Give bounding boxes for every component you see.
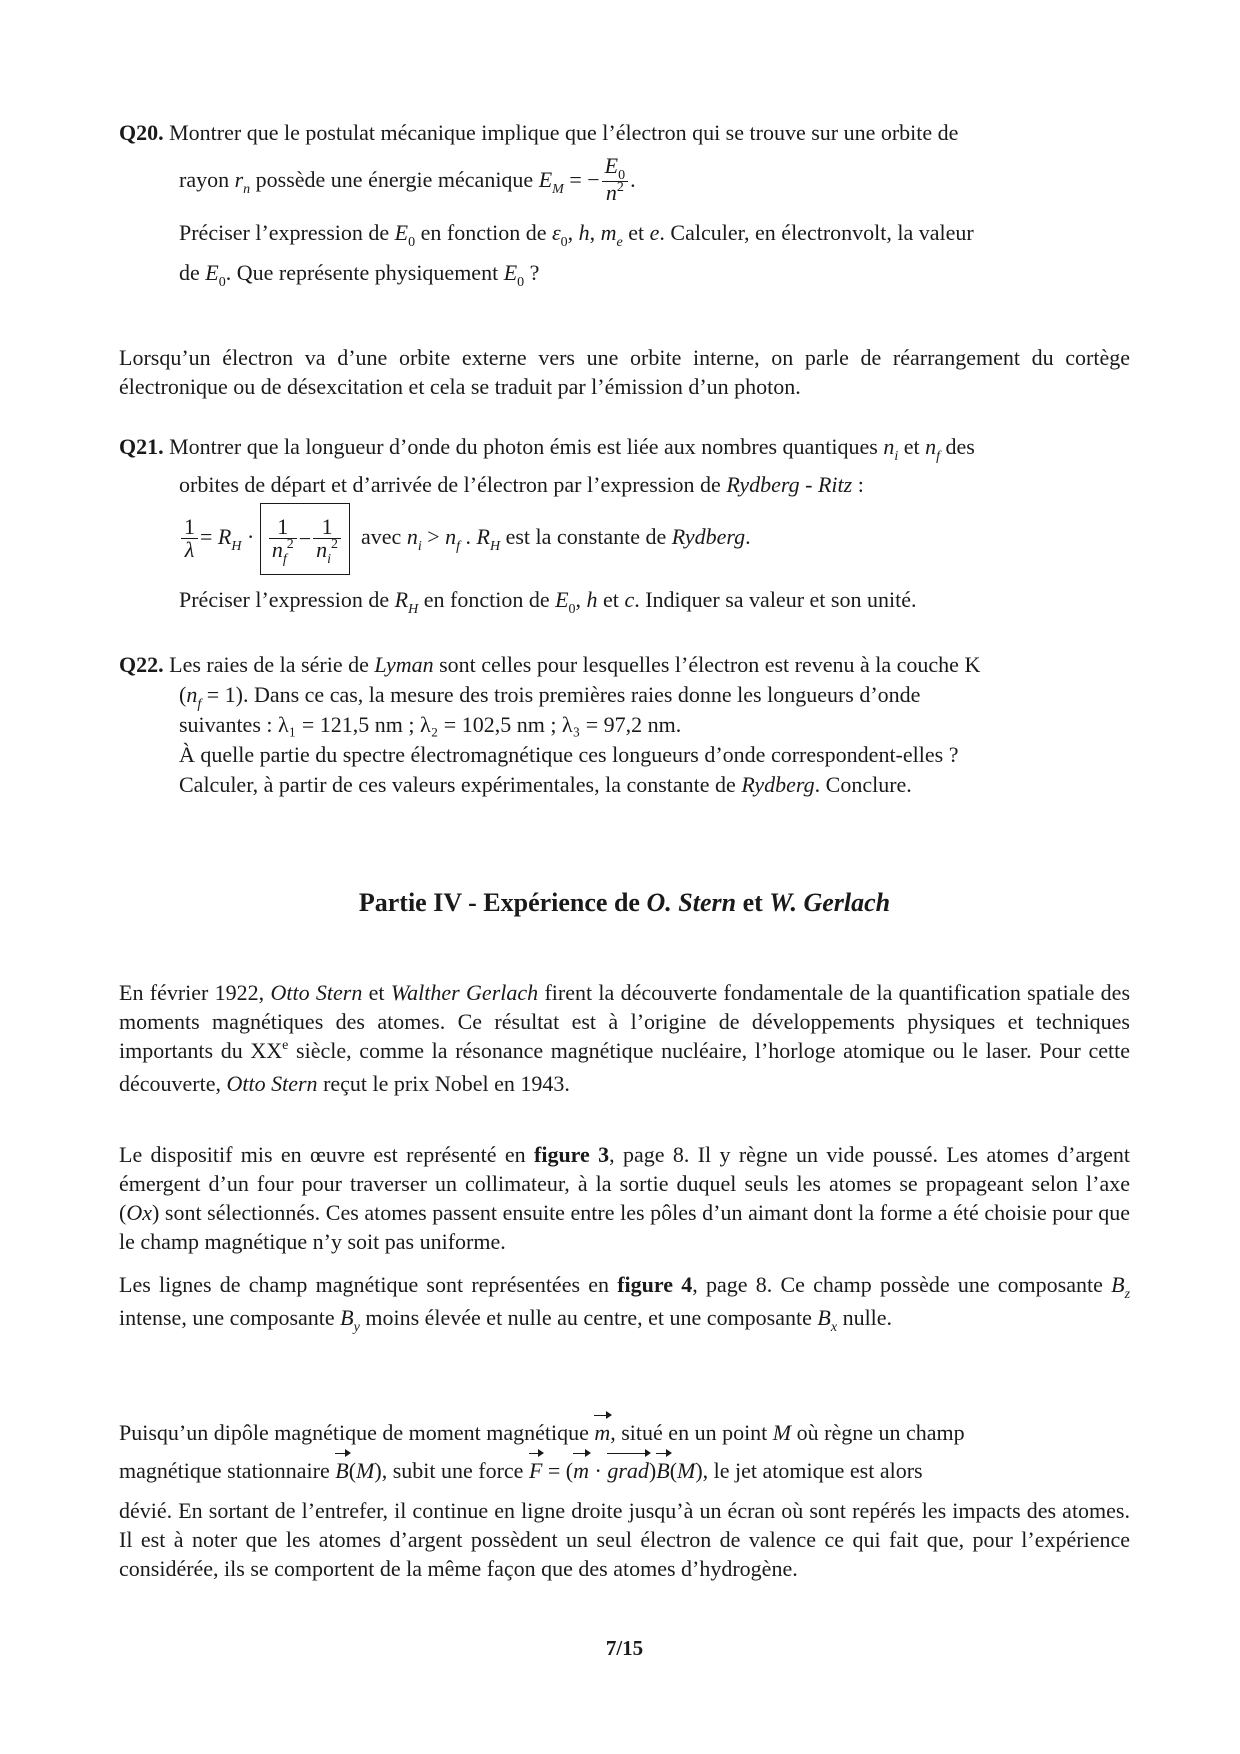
p4-vector-b: B	[335, 1458, 349, 1483]
p2-c: , page 8. Il y règne un vide poussé. Les atomes d’argent émergent d’un four pour traverser un collimateur, à la sortie duquel seuls les atomes se propageant selon l’axe (	[119, 1142, 1131, 1225]
q22-line-3: suivantes : λ₁ = 121,5 nm ; λ₂ = 102,5 nm ; λ₃ = 97,2 nm.	[179, 712, 682, 737]
q22-label: Q22.	[119, 652, 164, 677]
p1-et: et	[368, 980, 385, 1005]
q21-formula-line: $\frac{1}{\lambda}$ = $R_H$ · $\frac{1}{n_f^2}$ − $\frac{1}{n_i^2}$ avec $n_i > n_f$ . $R_H$ est la constante de Rydberg.	[179, 502, 1130, 576]
q21-lhs-fraction: $\frac{1}{\lambda}$	[181, 516, 198, 561]
p4-l1b: , situé en un point	[610, 1420, 768, 1445]
q20-line-3: Préciser l’expression de $E_0$ en fonction de $\varepsilon_0$, h, $m_e$ et e. Calculer, en électronvolt, la valeur	[179, 220, 974, 250]
p1-a: En février 1922,	[119, 980, 265, 1005]
p2-figure-3: figure 3	[534, 1142, 610, 1167]
q21-colon: :	[857, 472, 864, 497]
p1-otto-stern: Otto Stern	[270, 980, 363, 1005]
q20-h: h	[578, 220, 590, 245]
q21-text-4b: en fonction de	[423, 587, 550, 612]
q20-text-2b: possède une énergie mécanique	[255, 167, 534, 192]
q22-text-5c: . Conclure.	[814, 772, 912, 797]
part-heading	[119, 888, 1130, 918]
q21-text-2a: orbites de départ et d’arrivée de l’électron par l’expression de	[179, 472, 721, 497]
part-heading-a: Partie IV - Expérience de	[358, 888, 640, 917]
part-heading-stern: O. Stern	[646, 888, 737, 917]
q20-energy-fraction: $\frac{E_0}{n^2}$	[602, 155, 628, 208]
q21-et: et	[603, 587, 619, 612]
q21-text-4f: . Indiquer sa valeur et son unité.	[634, 587, 917, 612]
q21-h: h	[586, 587, 598, 612]
q22-lyman: Lyman	[374, 652, 434, 677]
q22-text-1c: sont celles pour lesquelles l’électron est revenu à la couche K	[439, 652, 981, 677]
q22-text-2a: = 1). Dans ce cas, la mesure des trois premières raies donne les longueurs d’onde	[206, 682, 921, 707]
p4-l1a: Puisqu’un dipôle magnétique de moment magnétique	[119, 1420, 589, 1445]
q20-text-2a: rayon	[179, 167, 230, 192]
q21-rydberg: Rydberg	[671, 524, 746, 549]
paragraph-2	[119, 1140, 1130, 1256]
q21-text-4a: Préciser l’expression de	[179, 587, 390, 612]
q22-line-5	[179, 770, 1130, 799]
p3-e: moins élevée et nulle au centre, et une composante	[365, 1305, 812, 1330]
q20-text-3a: Préciser l’expression de	[179, 220, 390, 245]
q20-e: e	[649, 220, 660, 245]
paragraph-4-line-1	[119, 1418, 1130, 1447]
q22-rydberg: Rydberg	[741, 772, 815, 797]
q21-line-4: Préciser l’expression de $R_H$ en fonction de $E_0$, h et c. Indiquer sa valeur et son unité.	[179, 587, 917, 617]
page-number: 7/15	[605, 1636, 644, 1660]
paragraph-4-line-2: magnétique stationnaire B(M), subit une force F = (m · grad)B(M), le jet atomique est alors	[119, 1458, 923, 1483]
p1-i: reçut le prix Nobel en 1943.	[323, 1071, 570, 1096]
q21-c: c	[624, 587, 635, 612]
q20-epsilon: ε	[551, 220, 561, 245]
p2-e: ) sont sélectionnés. Ces atomes passent ensuite entre les pôles d’un aimant dont la forme a été choisie pour que le champ magnétique n’y soit pas uniforme.	[119, 1200, 1130, 1254]
q20-m: m	[600, 220, 617, 245]
q21-avec: avec	[361, 524, 402, 549]
q20-et: et	[628, 220, 645, 245]
q20-text-4c: ?	[529, 260, 540, 285]
transition-paragraph: Lorsqu’un électron va d’une orbite externe vers une orbite interne, on parle de réarrangement du cortège électronique ou de désexcitation et cela se traduit par l’émission d’un photon.	[119, 345, 1130, 399]
p2-a: Le dispositif mis en œuvre est représenté en	[119, 1142, 526, 1167]
q21-line-1: Q21. Montrer que la longueur d’onde du photon émis est liée aux nombres quantiques $n_i$ et $n_f$ des	[119, 434, 975, 464]
q21-line-2	[179, 470, 1130, 499]
q21-text-1c: des	[945, 434, 975, 459]
p4-l2c: , le jet atomique est alors	[702, 1458, 923, 1483]
q22-line-2: $(n_f = 1)$. Dans ce cas, la mesure des trois premières raies donne les longueurs d’onde	[179, 682, 921, 712]
part-heading-et: et	[742, 888, 763, 917]
p3-d: intense, une composante	[119, 1305, 335, 1330]
q21-rydberg-ritz: Rydberg - Ritz	[726, 472, 853, 497]
p4-vector-b2: B	[656, 1458, 670, 1483]
q20-text-4b: . Que représente physiquement	[225, 260, 499, 285]
p1-sup-e: e	[282, 1038, 289, 1053]
q20-label: Q20.	[119, 120, 164, 145]
q20-line-4: de $E_0$. Que représente physiquement $E_0$ ?	[179, 260, 540, 290]
part-heading-gerlach: W. Gerlach	[769, 888, 891, 917]
p4-vector-m2: m	[573, 1458, 590, 1483]
p3-figure-4: figure 4	[617, 1272, 693, 1297]
q21-text-1b: et	[903, 434, 920, 459]
q22-line-4: À quelle partie du spectre électromagnétique ces longueurs d’onde correspondent-elles ?	[179, 742, 959, 767]
q21-text-rh: est la constante de	[505, 524, 667, 549]
q20-text-3h: . Calculer, en électronvolt, la valeur	[659, 220, 974, 245]
p4-point-m: M	[772, 1420, 792, 1445]
p1-g: siècle, comme la résonance magnétique nucléaire, l’horloge atomique ou le laser. Pour cette découverte,	[119, 1038, 1130, 1096]
q21-bracket: $\frac{1}{n_f^2}$ − $\frac{1}{n_i^2}$	[260, 503, 350, 575]
q20-text-4a: de	[179, 260, 200, 285]
paragraph-3: Les lignes de champ magnétique sont représentées en figure 4, page 8. Ce champ possède une composante $B_z$ intense, une composante $B_y$ moins élevée et nulle au centre, et une composante $B_x$ nulle.	[119, 1272, 1131, 1335]
p1-e: firent la découverte fondamentale de la quantification spatiale des moments magnétiques des atomes. Ce résultat est à l’origine de développements physiques et techniques importants du XX	[119, 980, 1131, 1063]
paragraph-1	[119, 978, 1130, 1098]
q21-label: Q21.	[119, 434, 164, 459]
q21-text-1a: Montrer que la longueur d’onde du photon émis est liée aux nombres quantiques	[169, 434, 878, 459]
q20-line-2: rayon $r_n$ possède une énergie mécanique $E_M$ = − $\frac{E_0}{n^2}$ .	[179, 150, 1130, 214]
p4-l2a: magnétique stationnaire	[119, 1458, 330, 1483]
p2-ox: Ox	[126, 1200, 152, 1225]
p1-walther-gerlach: Walther Gerlach	[390, 980, 539, 1005]
p4-vector-grad: grad	[607, 1458, 649, 1483]
p3-a: Les lignes de champ magnétique sont représentées en	[119, 1272, 610, 1297]
p3-f: nulle.	[842, 1305, 893, 1330]
paragraph-4-rest: dévié. En sortant de l’entrefer, il continue en ligne droite jusqu’à un écran où sont repérés les impacts des atomes. Il est à noter que les atomes d’argent possèdent un seul électron de valence ce qui fait que, pour l’expérience considérée, ils se comportent de la même façon que des atomes d’hydrogène.	[119, 1498, 1130, 1581]
p4-vector-m: m	[594, 1420, 611, 1445]
q22-line-1	[119, 650, 1130, 679]
p4-vector-f: F	[528, 1458, 543, 1483]
q20-text-3b: en fonction de	[420, 220, 547, 245]
p3-c: , page 8. Ce champ possède une composante	[692, 1272, 1103, 1297]
q22-text-5a: Calculer, à partir de ces valeurs expérimentales, la constante de	[179, 772, 736, 797]
p1-otto-stern-2: Otto Stern	[226, 1071, 318, 1096]
q20-line-1	[119, 118, 1130, 147]
p4-l1d: où règne un champ	[796, 1420, 965, 1445]
q22-text-1a: Les raies de la série de	[169, 652, 369, 677]
p4-l2b: , subit une force	[381, 1458, 524, 1483]
q20-text-1: Montrer que le postulat mécanique implique que l’électron qui se trouve sur une orbite de	[169, 120, 959, 145]
